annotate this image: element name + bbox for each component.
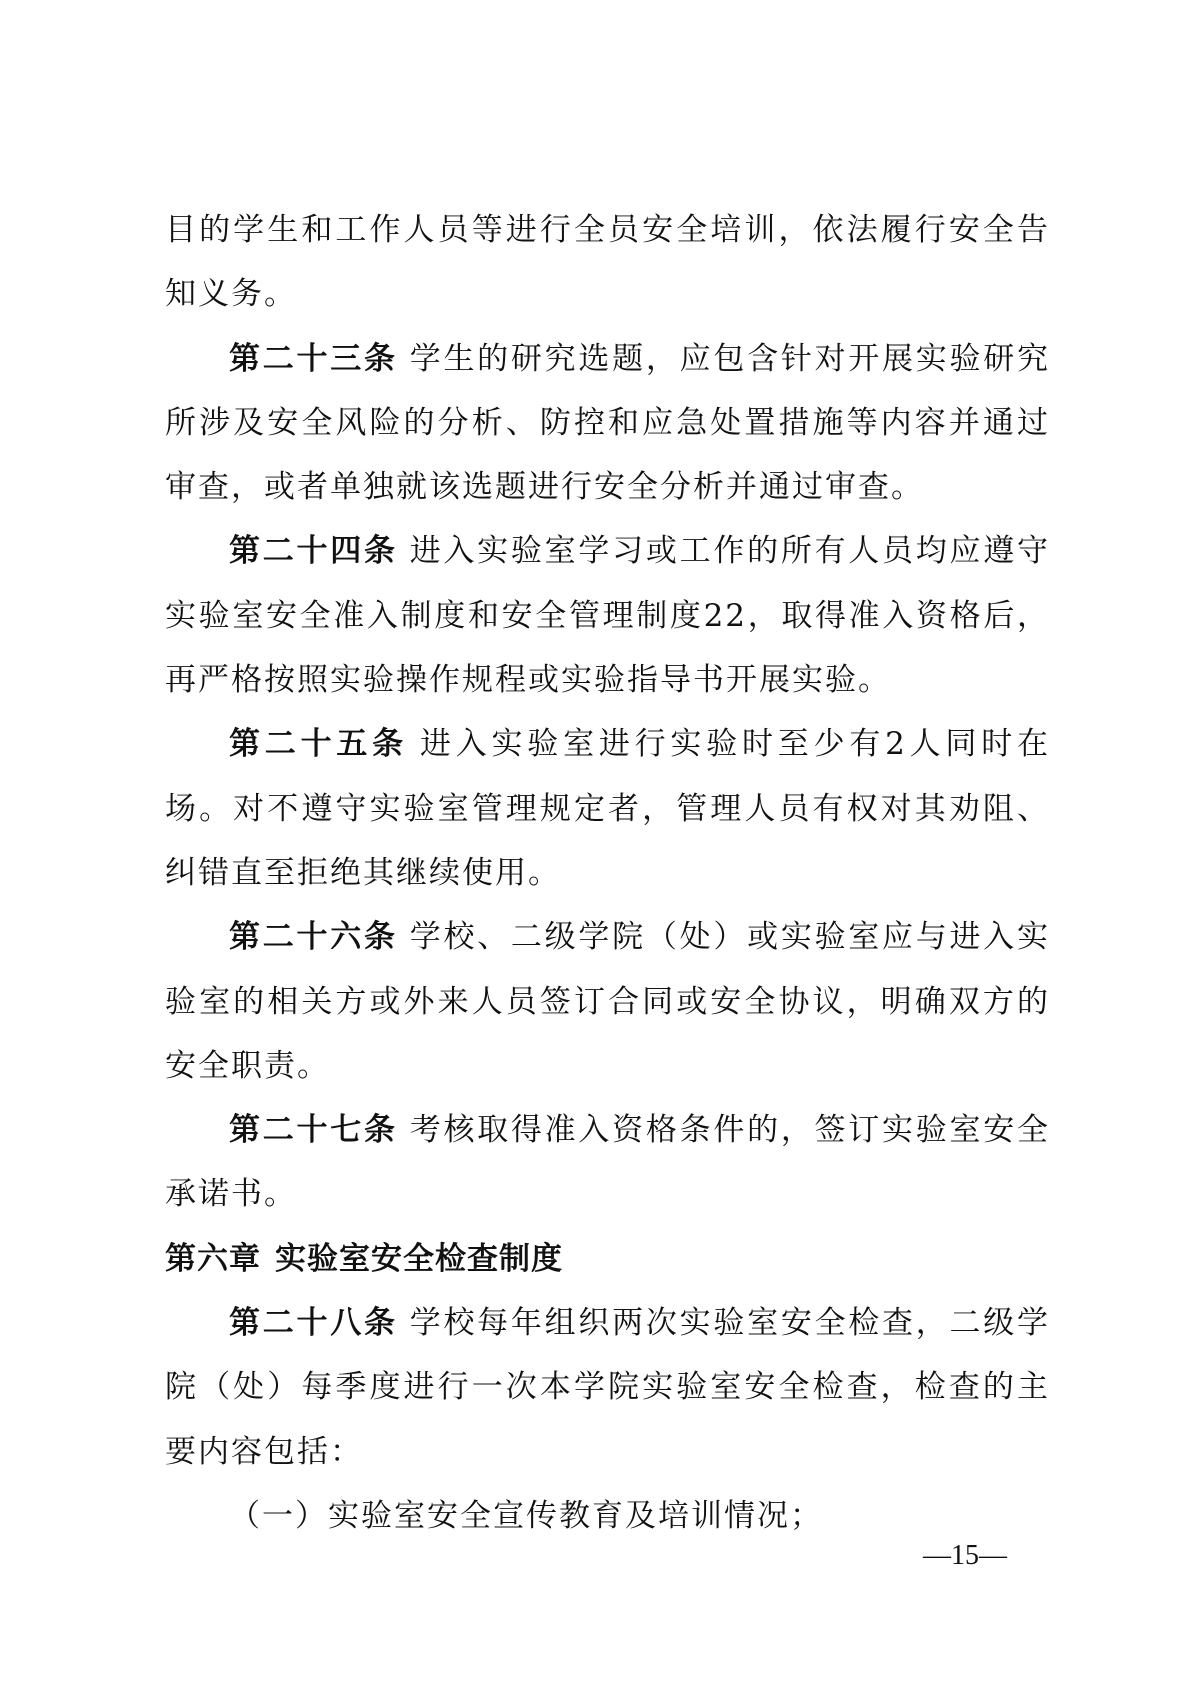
article-26-text: 学校、二级学院（处）或实验室应与进入实验室的相关方或外来人员签订合同或安全协议，明确双方的安全职责。 (165, 919, 1051, 1084)
chapter-number: 第六章 (165, 1240, 261, 1277)
page-number: —15— (923, 1540, 1007, 1571)
chapter-title: 实验室安全检查制度 (275, 1240, 563, 1277)
article-28-text: 学校每年组织两次实验室安全检查，二级学院（处）每季度进行一次本学院实验室安全检查，检查的主要内容包括： (165, 1305, 1051, 1470)
article-27-text: 考核取得准入资格条件的，签订实验室安全承诺书。 (165, 1112, 1051, 1213)
body-text (165, 198, 1050, 1548)
list-item: （一）实验室安全宣传教育及培训情况； (229, 1497, 823, 1534)
article-23 (165, 327, 1050, 520)
article-26-number: 第二十六条 (229, 919, 398, 956)
article-24-number: 第二十四条 (229, 533, 398, 570)
article-25-text: 进入实验室进行实验时至少有2人同时在场。对不遵守实验室管理规定者，管理人员有权对其劝阻、纠错直至拒绝其继续使用。 (165, 726, 1051, 891)
article-26 (165, 905, 1050, 1098)
article-25 (165, 712, 1050, 905)
article-24-text: 进入实验室学习或工作的所有人员均应遵守实验室安全准入制度和安全管理制度22，取得准入资格后，再严格按照实验操作规程或实验指导书开展实验。 (165, 533, 1051, 699)
chapter-heading (165, 1227, 1050, 1291)
opening-paragraph: 目的学生和工作人员等进行全员安全培训，依法履行安全告知义务。 (165, 212, 1050, 313)
article-27-number: 第二十七条 (229, 1112, 398, 1149)
article-25-number: 第二十五条 (229, 726, 408, 763)
article-24 (165, 519, 1050, 712)
article-23-number: 第二十三条 (229, 340, 398, 377)
article-28 (165, 1291, 1050, 1484)
article-23-text: 学生的研究选题，应包含针对开展实验研究所涉及安全风险的分析、防控和应急处置措施等内容并通过审查，或者单独就该选题进行安全分析并通过审查。 (165, 340, 1051, 506)
article-28-number: 第二十八条 (229, 1305, 398, 1342)
article-27 (165, 1098, 1050, 1227)
